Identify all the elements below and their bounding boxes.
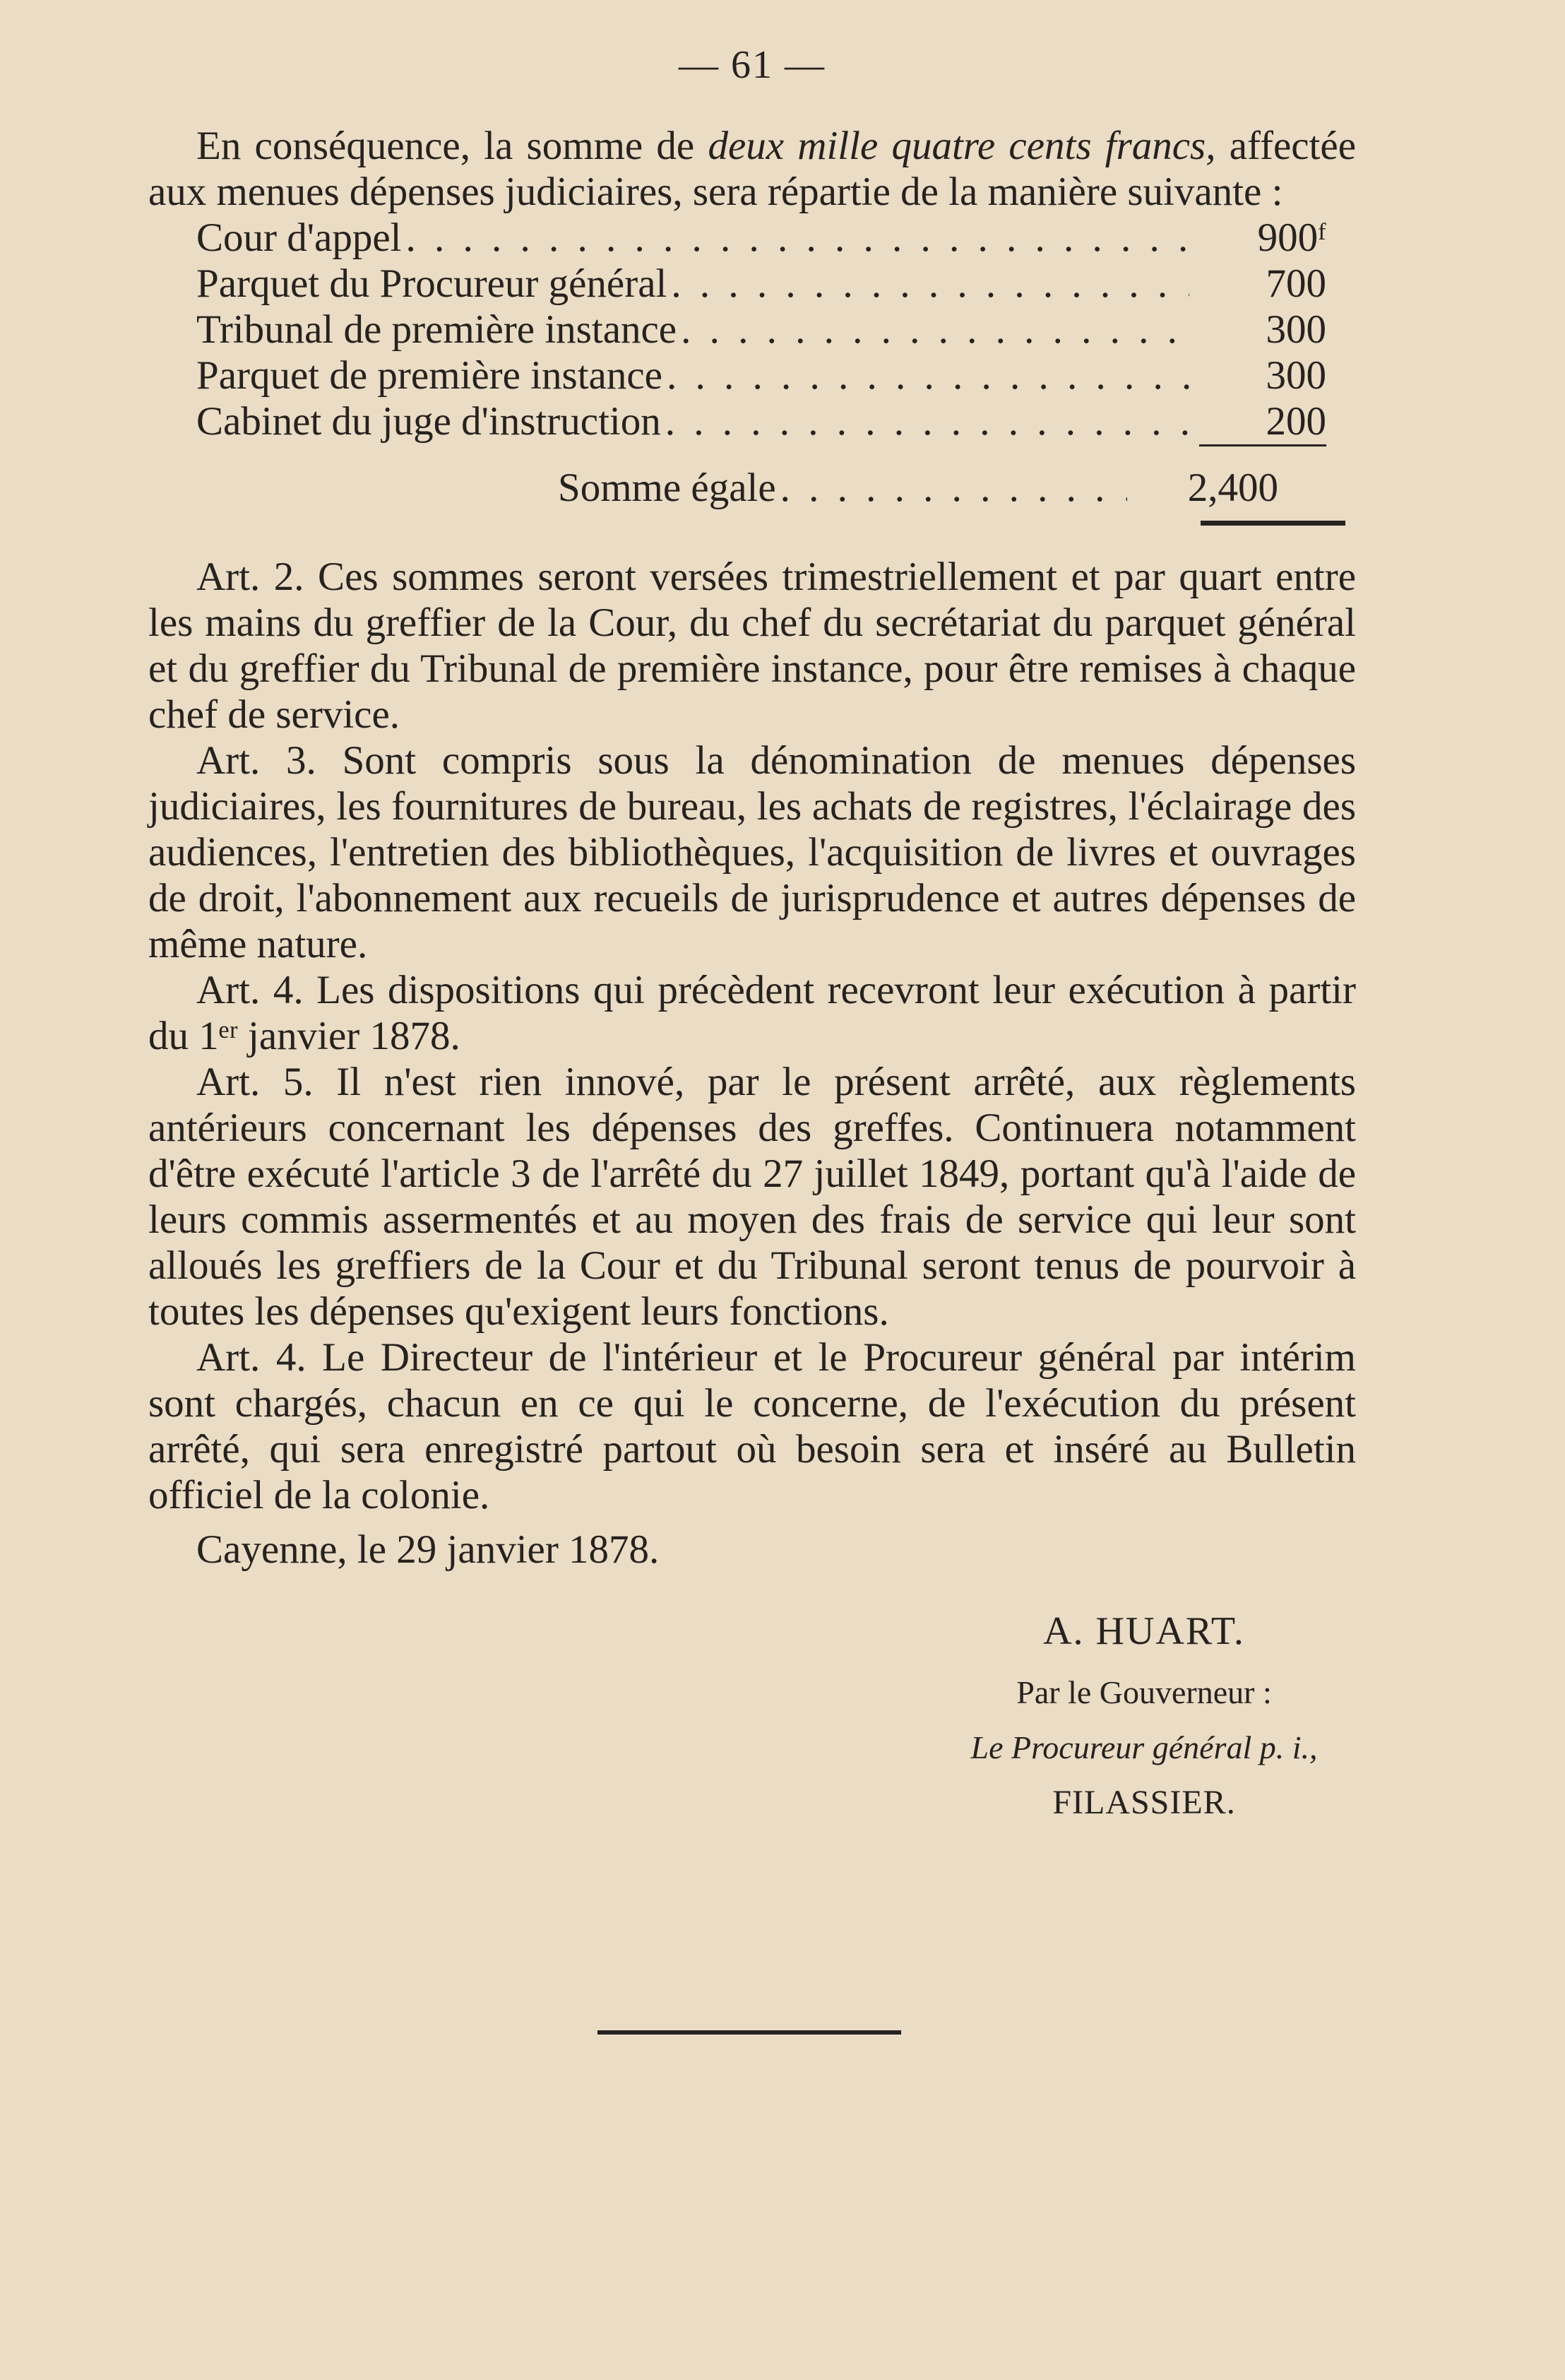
signatory-title: Le Procureur général p. i.,	[970, 1729, 1318, 1765]
intro-paragraph	[148, 123, 1356, 215]
allocation-row	[196, 353, 1326, 398]
allocation-label: Parquet de première instance	[196, 353, 662, 398]
leader-dots	[665, 398, 1189, 444]
page-number: — 61 —	[679, 43, 826, 87]
allocation-row	[196, 398, 1326, 446]
allocation-label: Cour d'appel	[196, 215, 402, 260]
leader-dots	[780, 465, 1127, 511]
allocation-label: Cabinet du juge d'instruction	[196, 399, 661, 444]
allocation-row	[196, 261, 1326, 307]
total-label: Somme égale	[558, 466, 776, 510]
leader-dots	[667, 353, 1189, 398]
signatory-name: A. HUART.	[1043, 1609, 1245, 1653]
article-3: Art. 3. Sont compris sous la dénomination de menues dépenses judiciaires, les fournitures de bureau, les achats de registres, l'éclairage des audiences, l'entretien des bibliothèques, l'acquisition de livres et ouvrages de droit, l'abonnement aux recueils de jurisprudence et autres dépenses de même nature.	[148, 738, 1356, 966]
leader-dots	[405, 215, 1189, 261]
allocation-amount: 300	[1266, 353, 1326, 398]
document-page	[148, 42, 1356, 1825]
article-4: Art. 4. Les dispositions qui précèdent recevront leur exécution à partir du 1ᵉʳ janvier 1878.	[148, 968, 1356, 1058]
second-signatory-name: FILASSIER.	[1052, 1784, 1236, 1821]
allocation-amount: 200	[1199, 398, 1326, 446]
intro-text-after: affectée aux menues dépenses judiciaires, sera répartie de la manière suivante :	[148, 124, 1356, 214]
total-underline	[1201, 521, 1345, 526]
total-row	[148, 465, 1278, 511]
allocation-amount: 300	[1266, 307, 1326, 352]
intro-emphasis: deux mille quatre cents francs,	[708, 124, 1216, 168]
total-amount: 2,400	[1187, 466, 1278, 510]
leader-dots	[681, 307, 1189, 353]
allocation-row	[196, 215, 1326, 261]
allocation-label: Tribunal de première instance	[196, 307, 677, 352]
article-5: Art. 5. Il n'est rien innové, par le présent arrêté, aux règlements antérieurs concernant les dépenses des greffes. Continuera notamment d'être exécuté l'article 3 de l'arrêté du 27 juillet 1849, portant qu'à l'aide de leurs commis assermentés et au moyen des frais de service qui leur sont alloués les greffiers de la Cour et du Tribunal seront tenus de pourvoir à toutes les dépenses qu'exigent leurs fonctions.	[148, 1060, 1356, 1334]
leader-dots	[671, 261, 1189, 307]
allocation-row	[196, 307, 1326, 353]
allocation-label: Parquet du Procureur général	[196, 261, 667, 306]
place-date: Cayenne, le 29 janvier 1878.	[196, 1527, 660, 1572]
intro-text-before: En conséquence, la somme de	[196, 124, 708, 168]
allocation-amount: 900ᶠ	[1257, 215, 1326, 260]
signature-block	[932, 1606, 1356, 1825]
article-2: Art. 2. Ces sommes seront versées trimestriellement et par quart entre les mains du greffier de la Cour, du chef du secrétariat du parquet général et du greffier du Tribunal de première instance, pour être remises à chaque chef de service.	[148, 555, 1356, 737]
signatory-by: Par le Gouverneur :	[1016, 1674, 1272, 1710]
allocation-table	[196, 215, 1326, 446]
allocation-amount: 700	[1266, 261, 1326, 306]
article-final: Art. 4. Le Directeur de l'intérieur et le Procureur général par intérim sont chargés, chacun en ce qui le concerne, de l'exécution du présent arrêté, qui sera enregistré partout où besoin sera et inséré au Bulletin officiel de la colonie.	[148, 1335, 1356, 1517]
end-divider	[597, 2030, 901, 2035]
